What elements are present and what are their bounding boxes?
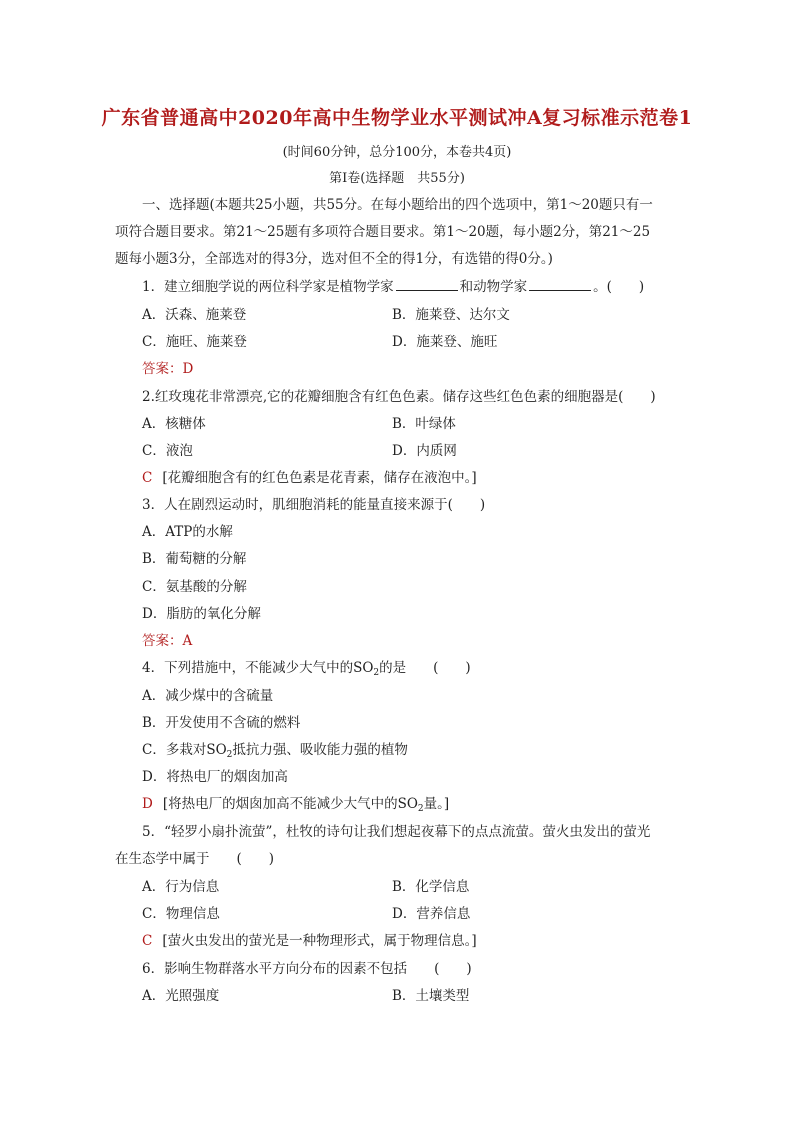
answer-key: C xyxy=(142,933,153,949)
exam-meta: (时间60分钟，总分100分，本卷共4页) xyxy=(282,145,512,160)
option-c-text-b: 抵抗力强、吸收能力强的植物 xyxy=(232,742,408,758)
question-4-explanation xyxy=(142,792,449,814)
question-5-option-d: D．营养信息 xyxy=(392,906,471,922)
answer-key: C xyxy=(142,470,153,486)
question-2-option-c: C．液泡 xyxy=(142,443,193,459)
question-2-stem: 2.红玫瑰花非常漂亮,它的花瓣细胞含有红色色素。储存这些红色色素的细胞器是( ) xyxy=(142,389,656,405)
question-4-option-a: A．减少煤中的含硫量 xyxy=(142,688,274,704)
question-4-option-b: B．开发使用不含硫的燃料 xyxy=(142,715,301,731)
explanation-text: [萤火虫发出的萤光是一种物理形式，属于物理信息。] xyxy=(162,933,477,949)
question-1-option-a: A．沃森、施莱登 xyxy=(142,307,247,323)
question-5-stem-line-1: 5．“轻罗小扇扑流萤”，杜牧的诗句让我们想起夜幕下的点点流萤。萤火虫发出的萤光 xyxy=(142,824,651,840)
explanation-text-a: [将热电厂的烟囱加高不能减少大气中的SO xyxy=(162,796,418,812)
question-5-option-a: A．行为信息 xyxy=(142,879,220,895)
question-4-text-a: 4．下列措施中，不能减少大气中的SO xyxy=(142,660,374,676)
question-4-option-c xyxy=(142,738,408,760)
question-6-stem: 6．影响生物群落水平方向分布的因素不包括 ( ) xyxy=(142,961,472,977)
question-3-option-a: A．ATP的水解 xyxy=(142,524,233,540)
question-1-option-b: B．施莱登、达尔文 xyxy=(392,307,510,323)
answer-key: D xyxy=(142,796,153,812)
answer-blank xyxy=(396,279,458,291)
question-5-option-c: C．物理信息 xyxy=(142,906,220,922)
question-3-option-c: C．氨基酸的分解 xyxy=(142,579,247,595)
question-5-option-b: B．化学信息 xyxy=(392,879,470,895)
question-3-option-b: B．葡萄糖的分解 xyxy=(142,551,247,567)
explanation-text: [花瓣细胞含有的红色色素是花青素，储存在液泡中。] xyxy=(162,470,477,486)
answer-blank xyxy=(529,279,591,291)
question-3-answer xyxy=(142,629,192,649)
answer-label: 答案： xyxy=(142,361,183,377)
question-1-text-c: 。( ) xyxy=(593,279,645,295)
question-3-stem: 3．人在剧烈运动时，肌细胞消耗的能量直接来源于( ) xyxy=(142,497,486,513)
question-6-option-a: A．光照强度 xyxy=(142,988,220,1004)
question-5-explanation xyxy=(142,929,477,949)
subscript: 2 xyxy=(226,750,233,760)
question-4-option-d: D．将热电厂的烟囱加高 xyxy=(142,769,288,785)
question-1-answer xyxy=(142,357,193,377)
question-5-stem-line-2: 在生态学中属于 ( ) xyxy=(115,851,275,867)
question-2-explanation xyxy=(142,466,477,486)
answer-value: D xyxy=(182,361,194,377)
instructions-line-2: 项符合题目要求。第21～25题有多项符合题目要求。第1～20题，每小题2分，第21～25 xyxy=(115,224,651,240)
question-4-text-b: 的是 ( ) xyxy=(379,660,471,676)
question-1-text-b: 和动物学家 xyxy=(459,279,528,295)
instructions-line-3: 题每小题3分，全部选对的得3分，选对但不全的得1分，有选错的得0分。) xyxy=(115,251,553,267)
answer-value: A xyxy=(182,633,193,649)
question-1-text-a: 1．建立细胞学说的两位科学家是植物学家 xyxy=(142,279,394,295)
question-1-stem xyxy=(142,275,644,295)
question-2-option-a: A．核糖体 xyxy=(142,416,206,432)
instructions-line-1: 一、选择题(本题共25小题，共55分。在每小题给出的四个选项中，第1～20题只有一 xyxy=(142,197,653,213)
question-1-option-c: C．施旺、施莱登 xyxy=(142,334,247,350)
subscript: 2 xyxy=(373,668,380,678)
subscript: 2 xyxy=(417,804,424,814)
option-c-text-a: C．多栽对SO xyxy=(142,742,227,758)
page-title: 广东省普通高中2020年高中生物学业水平测试冲A复习标准示范卷1 xyxy=(101,107,693,129)
question-1-option-d: D．施莱登、施旺 xyxy=(392,334,498,350)
question-6-option-b: B．土壤类型 xyxy=(392,988,470,1004)
question-4-stem xyxy=(142,656,471,678)
question-3-option-d: D．脂肪的氧化分解 xyxy=(142,606,261,622)
section-heading: 第Ⅰ卷(选择题 共55分) xyxy=(329,171,465,186)
explanation-text-b: 量。] xyxy=(423,796,450,812)
answer-label: 答案： xyxy=(142,633,183,649)
question-2-option-b: B．叶绿体 xyxy=(392,416,456,432)
question-2-option-d: D．内质网 xyxy=(392,443,457,459)
